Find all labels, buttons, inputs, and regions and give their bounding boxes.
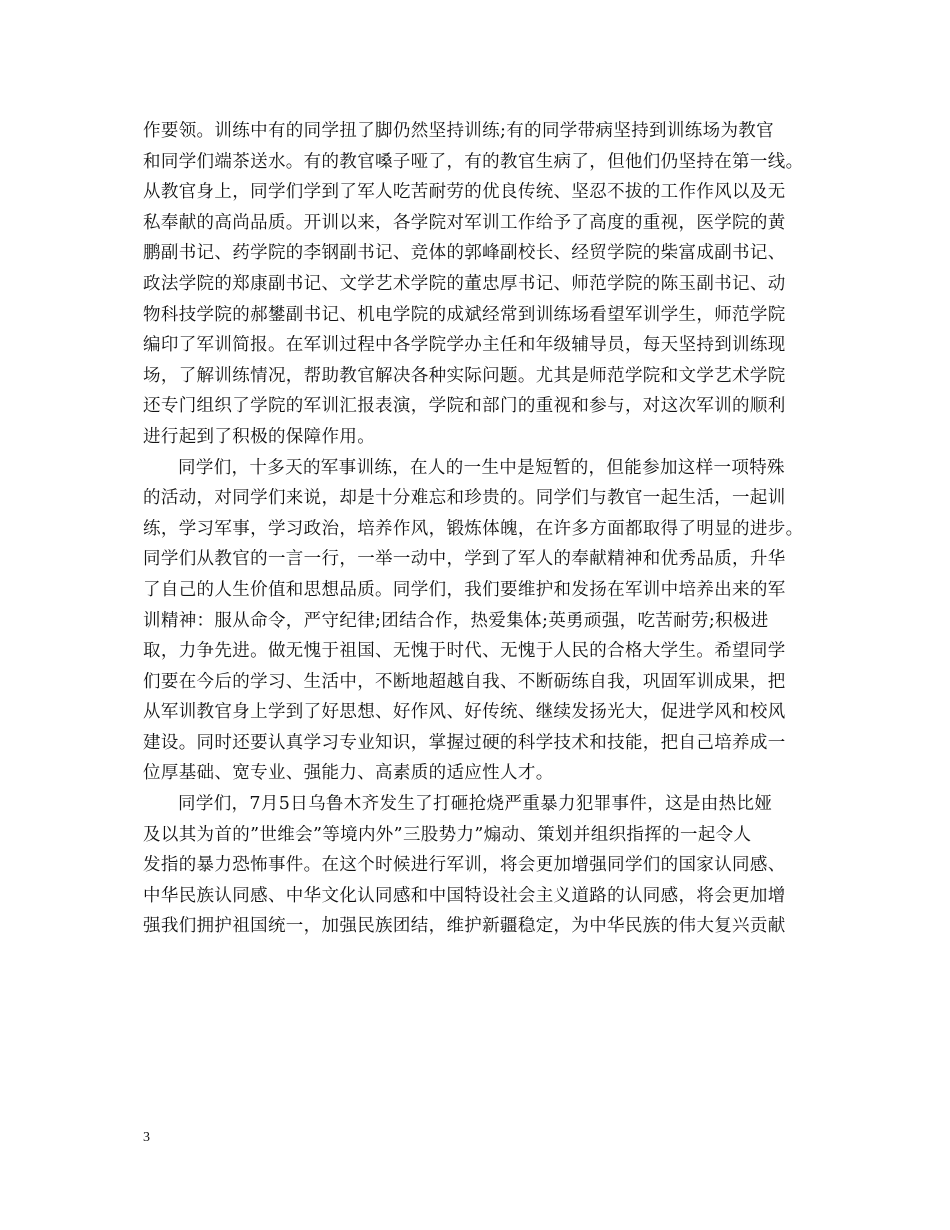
- text-line: 取，力争先进。做无愧于祖国、无愧于时代、无愧于人民的合格大学生。希望同学: [143, 641, 786, 662]
- text-line: 物科技学院的郝鐢副书记、机电学院的成斌经常到训练场看望军训学生，师范学院: [143, 304, 786, 325]
- text-line: 还专门组织了学院的军训汇报表演，学院和部门的重视和参与，对这次军训的顺利: [143, 396, 786, 417]
- body-text: [143, 116, 811, 942]
- text-line: 私奉献的高尚品质。开训以来，各学院对军训工作给予了高度的重视，医学院的黄: [143, 212, 786, 233]
- text-line: 强我们拥护祖国统一，加强民族团结，维护新疆稳定，为中华民族的伟大复兴贡献: [143, 916, 786, 937]
- page-number: 3: [143, 1130, 150, 1145]
- text-line: 同学们从教官的一言一行，一举一动中，学到了军人的奉献精神和优秀品质，升华: [143, 549, 786, 570]
- text-line: 的活动，对同学们来说，却是十分难忘和珍贵的。同学们与教官一起生活，一起训: [143, 488, 786, 509]
- text-line: 练，学习军事，学习政治，培养作风，锻炼体魄，在许多方面都取得了明显的进步。: [143, 518, 804, 539]
- text-line: 同学们，十多天的军事训练，在人的一生中是短暂的，但能参加这样一项特殊: [178, 457, 785, 478]
- text-line: 同学们，7月5日乌鲁木齐发生了打砸抢烧严重暴力犯罪事件，这是由热比娅: [178, 794, 773, 815]
- text-line: 政法学院的郑康副书记、文学艺术学院的董忠厚书记、师范学院的陈玉副书记、动: [143, 273, 786, 294]
- text-line: 及以其为首的”世维会”等境内外”三股势力”煽动、策划并组织指挥的一起令人: [143, 824, 752, 845]
- text-line: 和同学们端茶送水。有的教官嗓子哑了，有的教官生病了，但他们仍坚持在第一线。: [143, 151, 804, 172]
- text-line: 场，了解训练情况，帮助教官解决各种实际问题。尤其是师范学院和文学艺术学院: [143, 365, 786, 386]
- text-line: 作要领。训练中有的同学扭了脚仍然坚持训练;有的同学带病坚持到训练场为教官: [143, 121, 774, 141]
- text-line: 从军训教官身上学到了好思想、好作风、好传统、继续发扬光大，促进学风和校风: [143, 702, 786, 723]
- text-line: 建设。同时还要认真学习专业知识，掌握过硬的科学技术和技能，把自己培养成一: [143, 732, 786, 753]
- text-line: 中华民族认同感、中华文化认同感和中国特设社会主义道路的认同感，将会更加增: [143, 885, 786, 906]
- text-line: 训精神：服从命令，严守纪律;团结合作，热爱集体;英勇顽强，吃苦耐劳;积极进: [143, 610, 769, 631]
- text-line: 们要在今后的学习、生活中，不断地超越自我、不断砺练自我，巩固军训成果，把: [143, 671, 786, 692]
- text-line: 编印了军训简报。在军训过程中各学院学办主任和年级辅导员，每天坚持到训练现: [143, 335, 786, 356]
- text-line: 发指的暴力恐怖事件。在这个时候进行军训，将会更加增强同学们的国家认同感、: [143, 855, 786, 876]
- text-line: 位厚基础、宽专业、强能力、高素质的适应性人才。: [143, 763, 554, 784]
- text-line: 从教官身上，同学们学到了军人吃苦耐劳的优良传统、坚忍不拔的工作作风以及无: [143, 182, 786, 203]
- text-line: 鹏副书记、药学院的李钢副书记、竞体的郭峰副校长、经贸学院的柴富成副书记、: [143, 243, 786, 264]
- text-line: 进行起到了积极的保障作用。: [143, 426, 376, 447]
- text-line: 了自己的人生价值和思想品质。同学们，我们要维护和发扬在军训中培养出来的军: [143, 579, 786, 600]
